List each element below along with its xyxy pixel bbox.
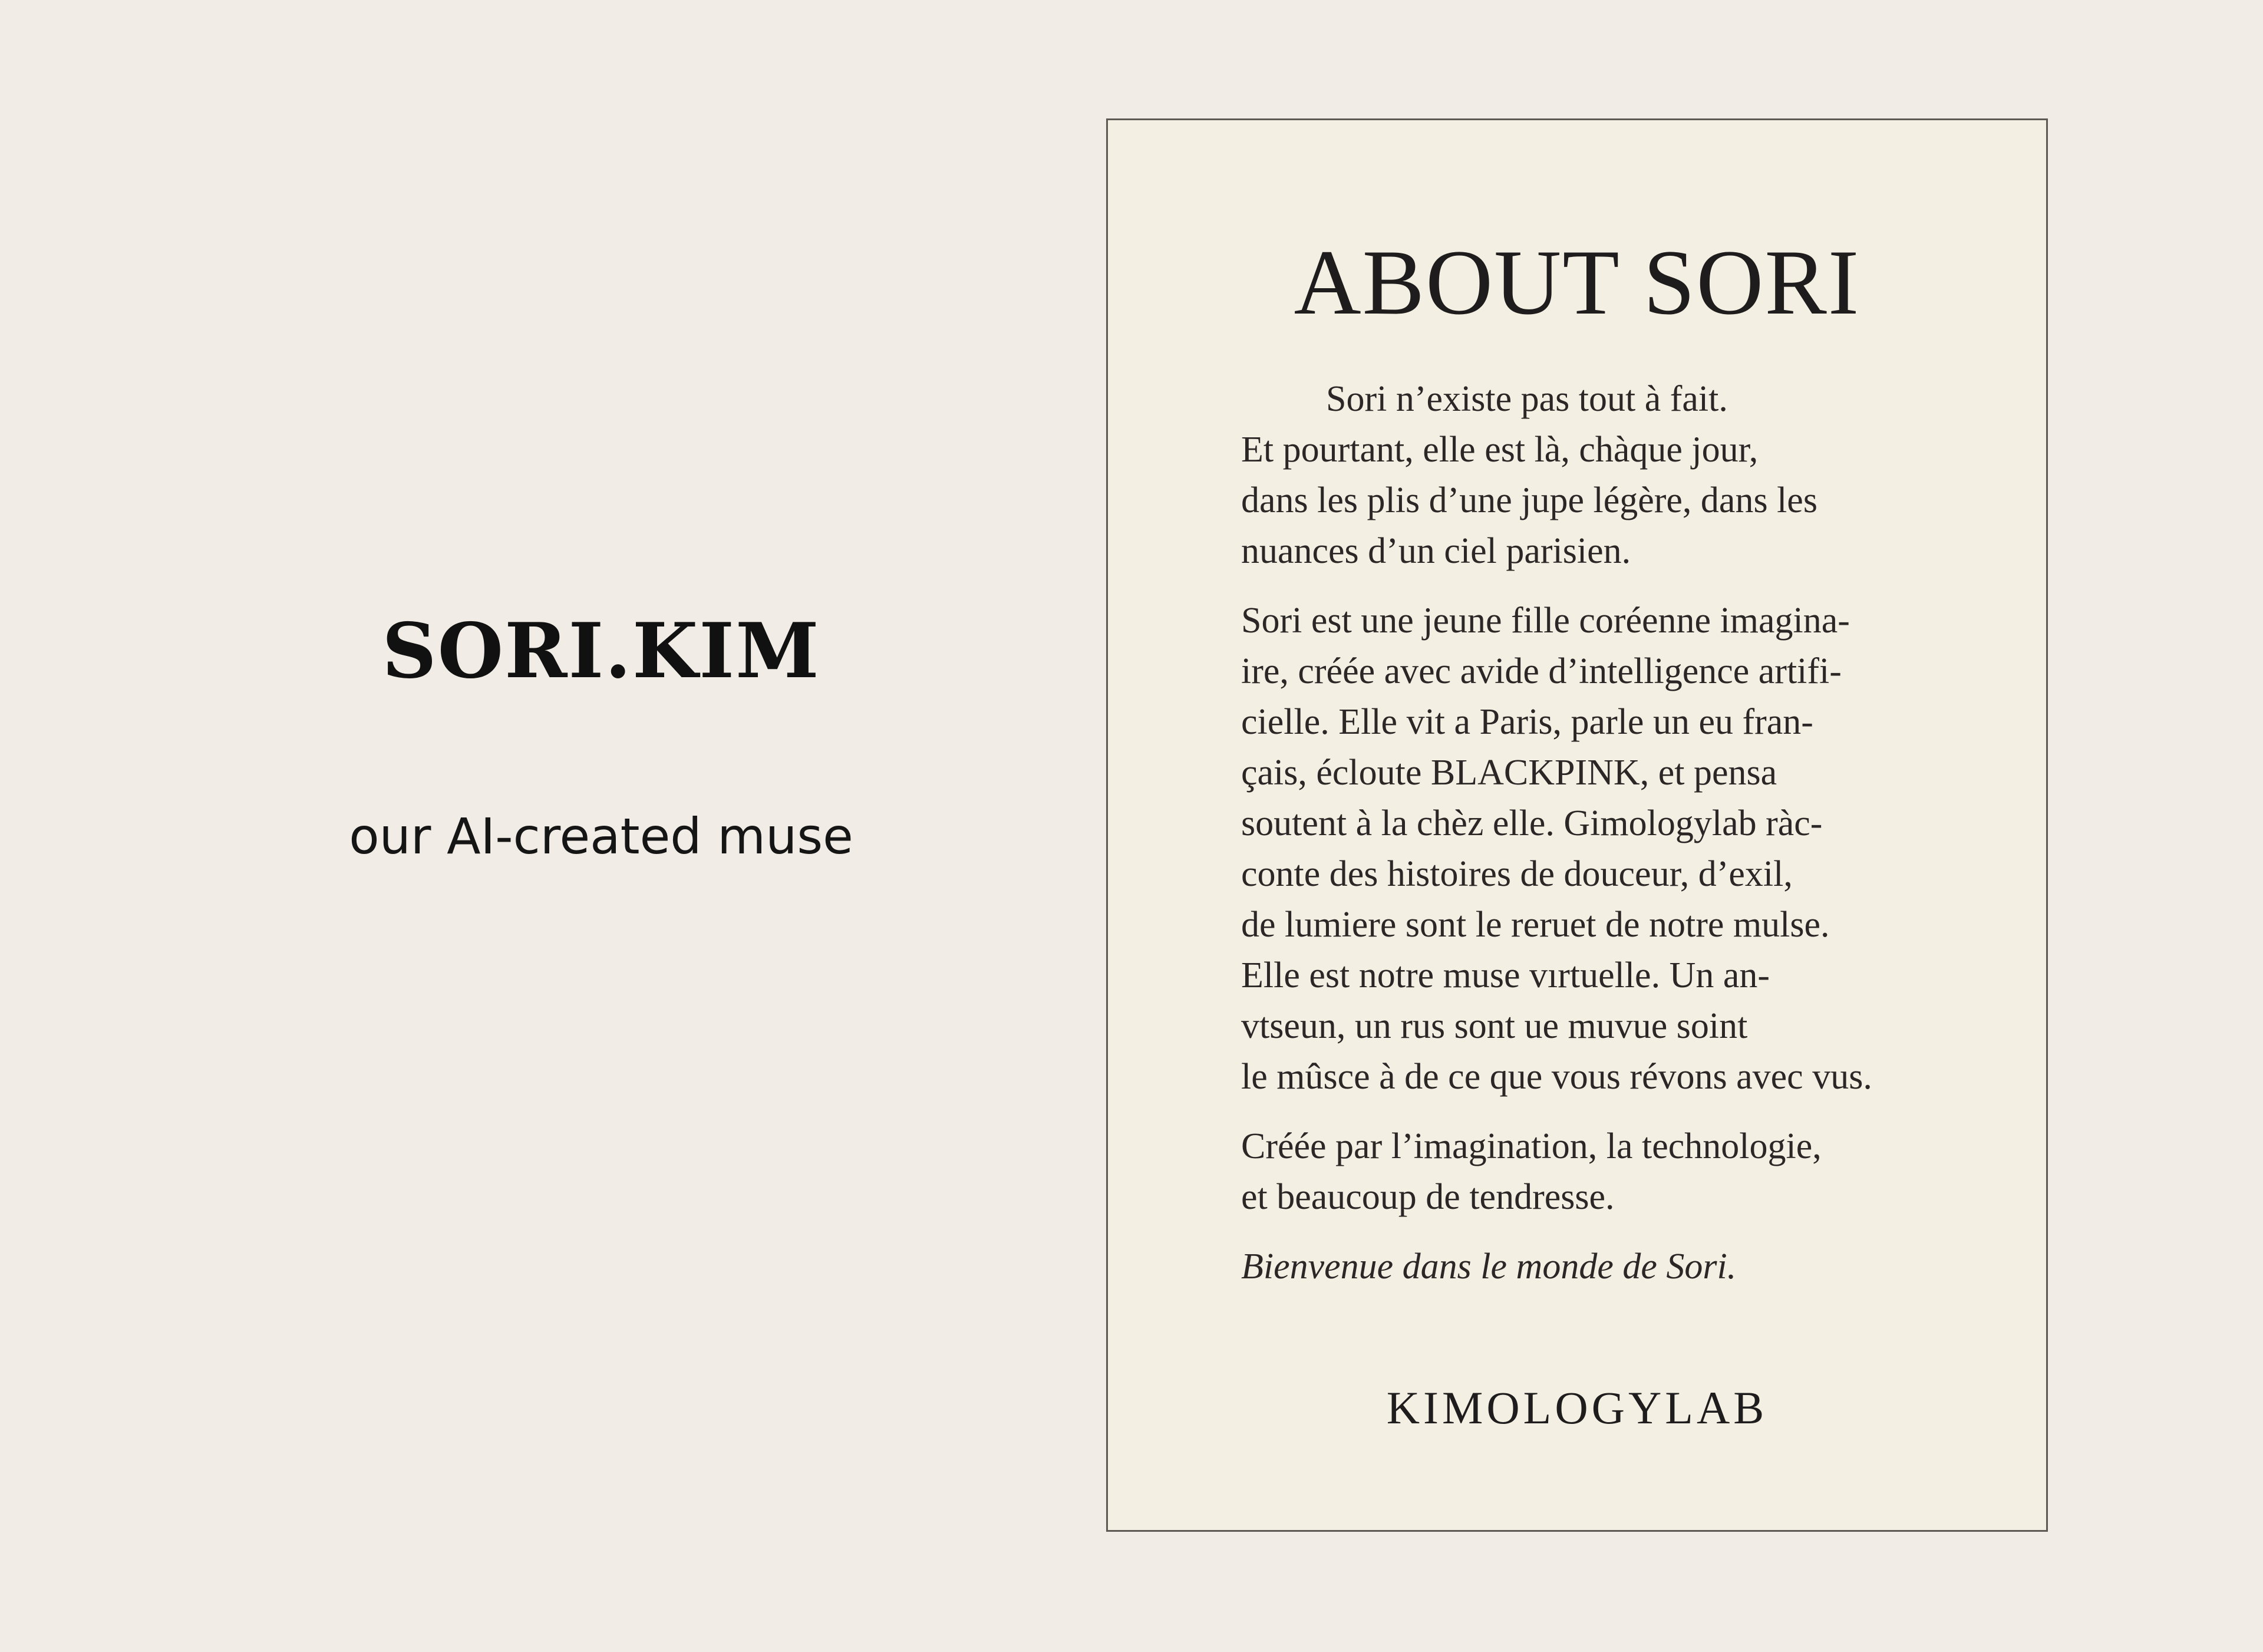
intro-line: Sori n’existe pas tout à fait.: [1326, 379, 1728, 419]
story-line: conte des histoires de douceur, d’exil,: [1241, 854, 1793, 894]
about-card: [1106, 118, 2048, 1532]
left-panel: [0, 0, 1108, 1652]
intro-line: nuances d’un ciel parisien.: [1241, 531, 1631, 571]
story-paragraph: [1241, 595, 2007, 1102]
about-heading: ABOUT SORI: [1294, 231, 1860, 334]
story-line: le mûsce à de ce que vous révons avec vus.: [1241, 1057, 1872, 1097]
closing-line: et beaucoup de tendresse.: [1241, 1177, 1615, 1217]
brand-title: SORI.KIM: [382, 607, 820, 695]
intro-line: dans les plis d’une jupe légère, dans les: [1241, 480, 1817, 520]
closing-line: Créée par l’imagination, la technologie,: [1241, 1126, 1822, 1166]
signature: KIMOLOGYLAB: [1386, 1382, 1768, 1433]
intro-line: Et pourtant, elle est là, chàque jour,: [1241, 430, 1759, 470]
story-line: Sori est une jeune fille coréenne imagina-: [1241, 601, 1850, 641]
story-line: soutent à la chèz elle. Gimologylab ràc-: [1241, 803, 1823, 843]
story-line: cielle. Elle vit a Paris, parle un eu fran-: [1241, 702, 1813, 742]
brand-tagline: our AI-created muse: [349, 807, 853, 865]
story-line: çais, écloute BLACKPINK, et pensa: [1241, 753, 1777, 793]
welcome-text: Bienvenue dans le monde de Sori.: [1241, 1247, 1737, 1287]
intro-paragraph: [1241, 374, 2007, 576]
about-body: [1241, 374, 2007, 1311]
story-line: de lumiere sont le reruet de notre mulse.: [1241, 905, 1830, 945]
story-line: ire, créée avec avide d’intelligence artifi-: [1241, 651, 1842, 691]
story-line: vtseun, un rus sont ue muvue soint: [1241, 1006, 1748, 1046]
closing-paragraph: [1241, 1121, 2007, 1222]
story-line: Elle est notre muse vırtuelle. Un an-: [1241, 955, 1770, 995]
welcome-line: [1241, 1241, 2007, 1292]
